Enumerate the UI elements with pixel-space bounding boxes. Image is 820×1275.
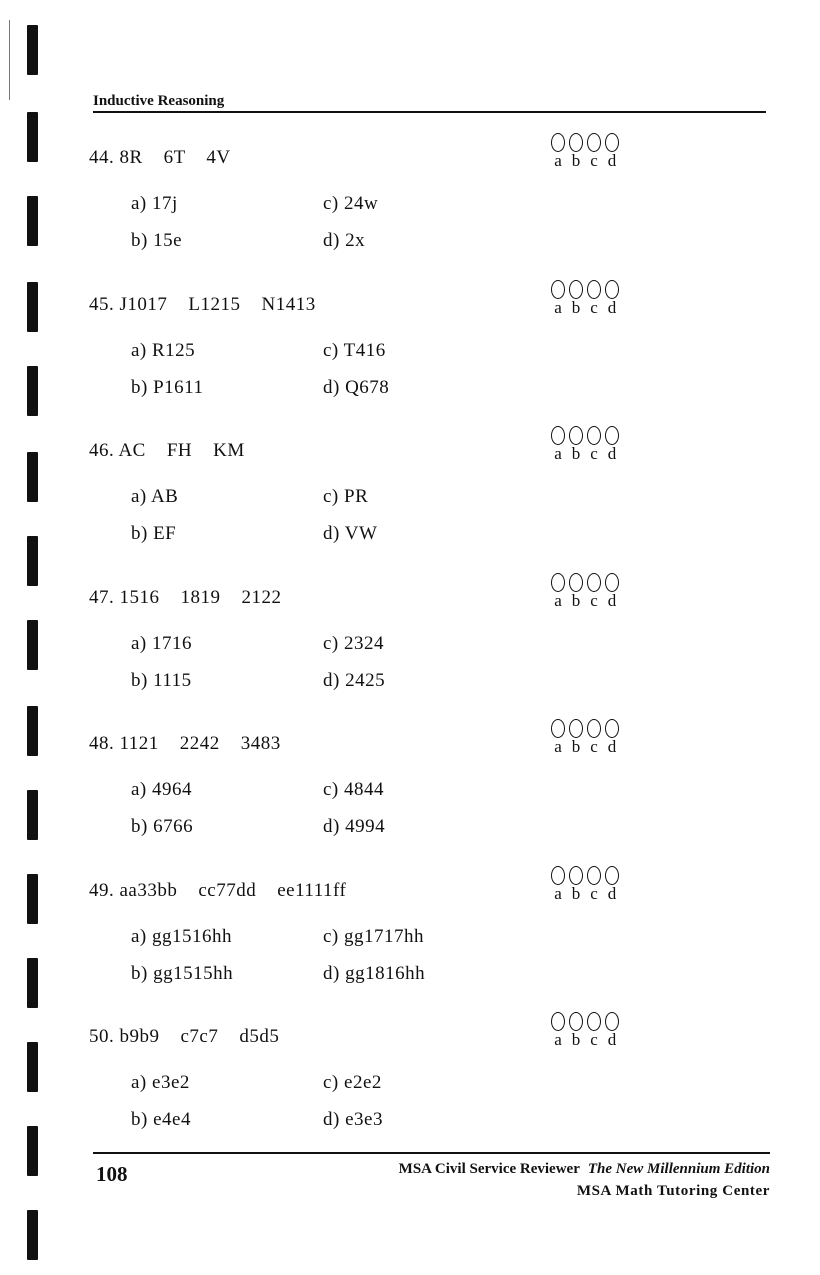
- option-a: a) AB: [131, 486, 179, 507]
- option-a: a) R125: [131, 339, 196, 361]
- option-d: d) gg1816hh: [323, 962, 426, 984]
- answer-letter: a: [554, 297, 562, 317]
- punch-hole: [27, 25, 38, 75]
- footer-rule: [93, 1152, 770, 1154]
- question-item: [0, 733, 820, 863]
- answer-bubbles: [551, 719, 651, 769]
- answer-letter: c: [590, 151, 598, 170]
- option-d: d) e3e3: [323, 1109, 383, 1130]
- answer-bubble-a[interactable]: [551, 280, 565, 299]
- question-item: [0, 440, 820, 570]
- answer-letter: a: [554, 737, 562, 756]
- answer-bubble-a[interactable]: [551, 866, 565, 885]
- answer-letter: d: [607, 590, 617, 610]
- answer-letter: b: [571, 883, 581, 903]
- answer-bubble-c[interactable]: [587, 133, 601, 152]
- answer-letter: c: [590, 444, 598, 463]
- page-number: 108: [96, 1162, 128, 1186]
- option-a: a) gg1516hh: [131, 925, 233, 947]
- question-item: [0, 147, 820, 277]
- option-c: c) 4844: [323, 779, 385, 800]
- option-b: b) 6766: [131, 816, 194, 837]
- answer-letter: a: [554, 1030, 562, 1049]
- answer-bubble-a[interactable]: [551, 133, 565, 152]
- answer-letter: b: [571, 737, 581, 756]
- answer-letter: a: [554, 883, 562, 903]
- option-a: a) 17j: [131, 193, 178, 214]
- answer-letter: a: [554, 151, 562, 170]
- answer-letter: c: [590, 590, 598, 610]
- option-b: b) e4e4: [131, 1109, 191, 1130]
- answer-letter: b: [571, 1030, 581, 1049]
- answer-bubble-d[interactable]: [605, 280, 619, 299]
- option-d: d) 4994: [323, 816, 386, 837]
- answer-bubble-b[interactable]: [569, 573, 583, 592]
- answer-letter: b: [571, 444, 581, 463]
- question-item: [0, 1026, 820, 1156]
- answer-bubbles: [551, 133, 651, 183]
- question-stem: 50. b9b9 c7c7 d5d5: [89, 1026, 280, 1047]
- option-c: c) PR: [323, 486, 369, 507]
- option-c: c) 24w: [323, 193, 379, 214]
- answer-letter: d: [607, 883, 617, 903]
- answer-letter: b: [571, 590, 581, 610]
- answer-bubbles: [551, 866, 651, 916]
- answer-letter: d: [607, 444, 617, 463]
- option-c: c) T416: [323, 339, 386, 361]
- question-stem: 44. 8R 6T 4V: [89, 147, 231, 168]
- answer-letter: d: [607, 297, 617, 317]
- answer-bubble-c[interactable]: [587, 866, 601, 885]
- answer-bubble-a[interactable]: [551, 573, 565, 592]
- question-stem: 45. J1017 L1215 N1413: [89, 293, 316, 315]
- publication-title: MSA Civil Service Reviewer: [398, 1161, 580, 1177]
- question-stem: 47. 1516 1819 2122: [89, 586, 282, 608]
- option-a: a) 1716: [131, 632, 193, 654]
- option-c: c) 2324: [323, 632, 385, 654]
- option-d: d) VW: [323, 523, 378, 544]
- question-stem: 48. 1121 2242 3483: [89, 733, 281, 754]
- section-title: Inductive Reasoning: [93, 93, 225, 109]
- answer-bubble-b[interactable]: [569, 1012, 583, 1031]
- answer-letter: b: [571, 151, 581, 170]
- answer-letter: b: [571, 297, 581, 317]
- answer-bubble-c[interactable]: [587, 1012, 601, 1031]
- punch-hole: [27, 1210, 38, 1260]
- question-item: [0, 587, 820, 717]
- header-rule: [93, 111, 766, 113]
- answer-bubble-d[interactable]: [605, 426, 619, 445]
- answer-bubble-c[interactable]: [587, 573, 601, 592]
- publisher-name: MSA Math Tutoring Center: [576, 1183, 770, 1199]
- answer-bubbles: [551, 280, 651, 330]
- option-b: b) gg1515hh: [131, 962, 234, 984]
- option-b: b) P1611: [131, 376, 204, 398]
- answer-letter: d: [607, 1030, 617, 1049]
- answer-bubble-d[interactable]: [605, 133, 619, 152]
- option-b: b) 1115: [131, 669, 192, 691]
- option-c: c) gg1717hh: [323, 925, 425, 947]
- option-a: a) 4964: [131, 779, 193, 800]
- answer-bubbles: [551, 573, 651, 623]
- answer-bubble-d[interactable]: [605, 719, 619, 738]
- answer-bubble-b[interactable]: [569, 866, 583, 885]
- answer-letter: a: [554, 444, 562, 463]
- answer-letter: c: [590, 883, 598, 903]
- answer-bubble-d[interactable]: [605, 573, 619, 592]
- answer-bubble-a[interactable]: [551, 426, 565, 445]
- answer-bubble-c[interactable]: [587, 426, 601, 445]
- answer-letter: d: [607, 151, 617, 170]
- option-d: d) Q678: [323, 376, 390, 398]
- question-item: [0, 880, 820, 1010]
- answer-bubble-a[interactable]: [551, 719, 565, 738]
- paper-edge: [9, 20, 10, 100]
- answer-letter: c: [590, 737, 598, 756]
- answer-bubble-d[interactable]: [605, 866, 619, 885]
- answer-letter: c: [590, 1030, 598, 1049]
- option-d: d) 2x: [323, 230, 366, 251]
- question-item: [0, 294, 820, 424]
- answer-bubble-a[interactable]: [551, 1012, 565, 1031]
- footer-publication-line: [399, 1161, 770, 1178]
- answer-bubble-d[interactable]: [605, 1012, 619, 1031]
- answer-bubble-c[interactable]: [587, 280, 601, 299]
- answer-bubbles: [551, 426, 651, 476]
- edition-title: The New Millennium Edition: [587, 1161, 770, 1177]
- answer-bubble-b[interactable]: [569, 426, 583, 445]
- option-b: b) EF: [131, 523, 177, 544]
- option-b: b) 15e: [131, 230, 183, 251]
- answer-bubble-b[interactable]: [569, 280, 583, 299]
- answer-letter: d: [607, 737, 617, 756]
- option-a: a) e3e2: [131, 1072, 190, 1093]
- question-stem: 46. AC FH KM: [89, 440, 245, 461]
- option-d: d) 2425: [323, 669, 386, 691]
- answer-letter: c: [590, 297, 598, 317]
- answer-bubble-b[interactable]: [569, 719, 583, 738]
- answer-letter: a: [554, 590, 562, 610]
- question-stem: 49. aa33bb cc77dd ee1111ff: [89, 879, 347, 901]
- answer-bubble-b[interactable]: [569, 133, 583, 152]
- answer-bubbles: [551, 1012, 651, 1062]
- answer-bubble-c[interactable]: [587, 719, 601, 738]
- option-c: c) e2e2: [323, 1072, 382, 1093]
